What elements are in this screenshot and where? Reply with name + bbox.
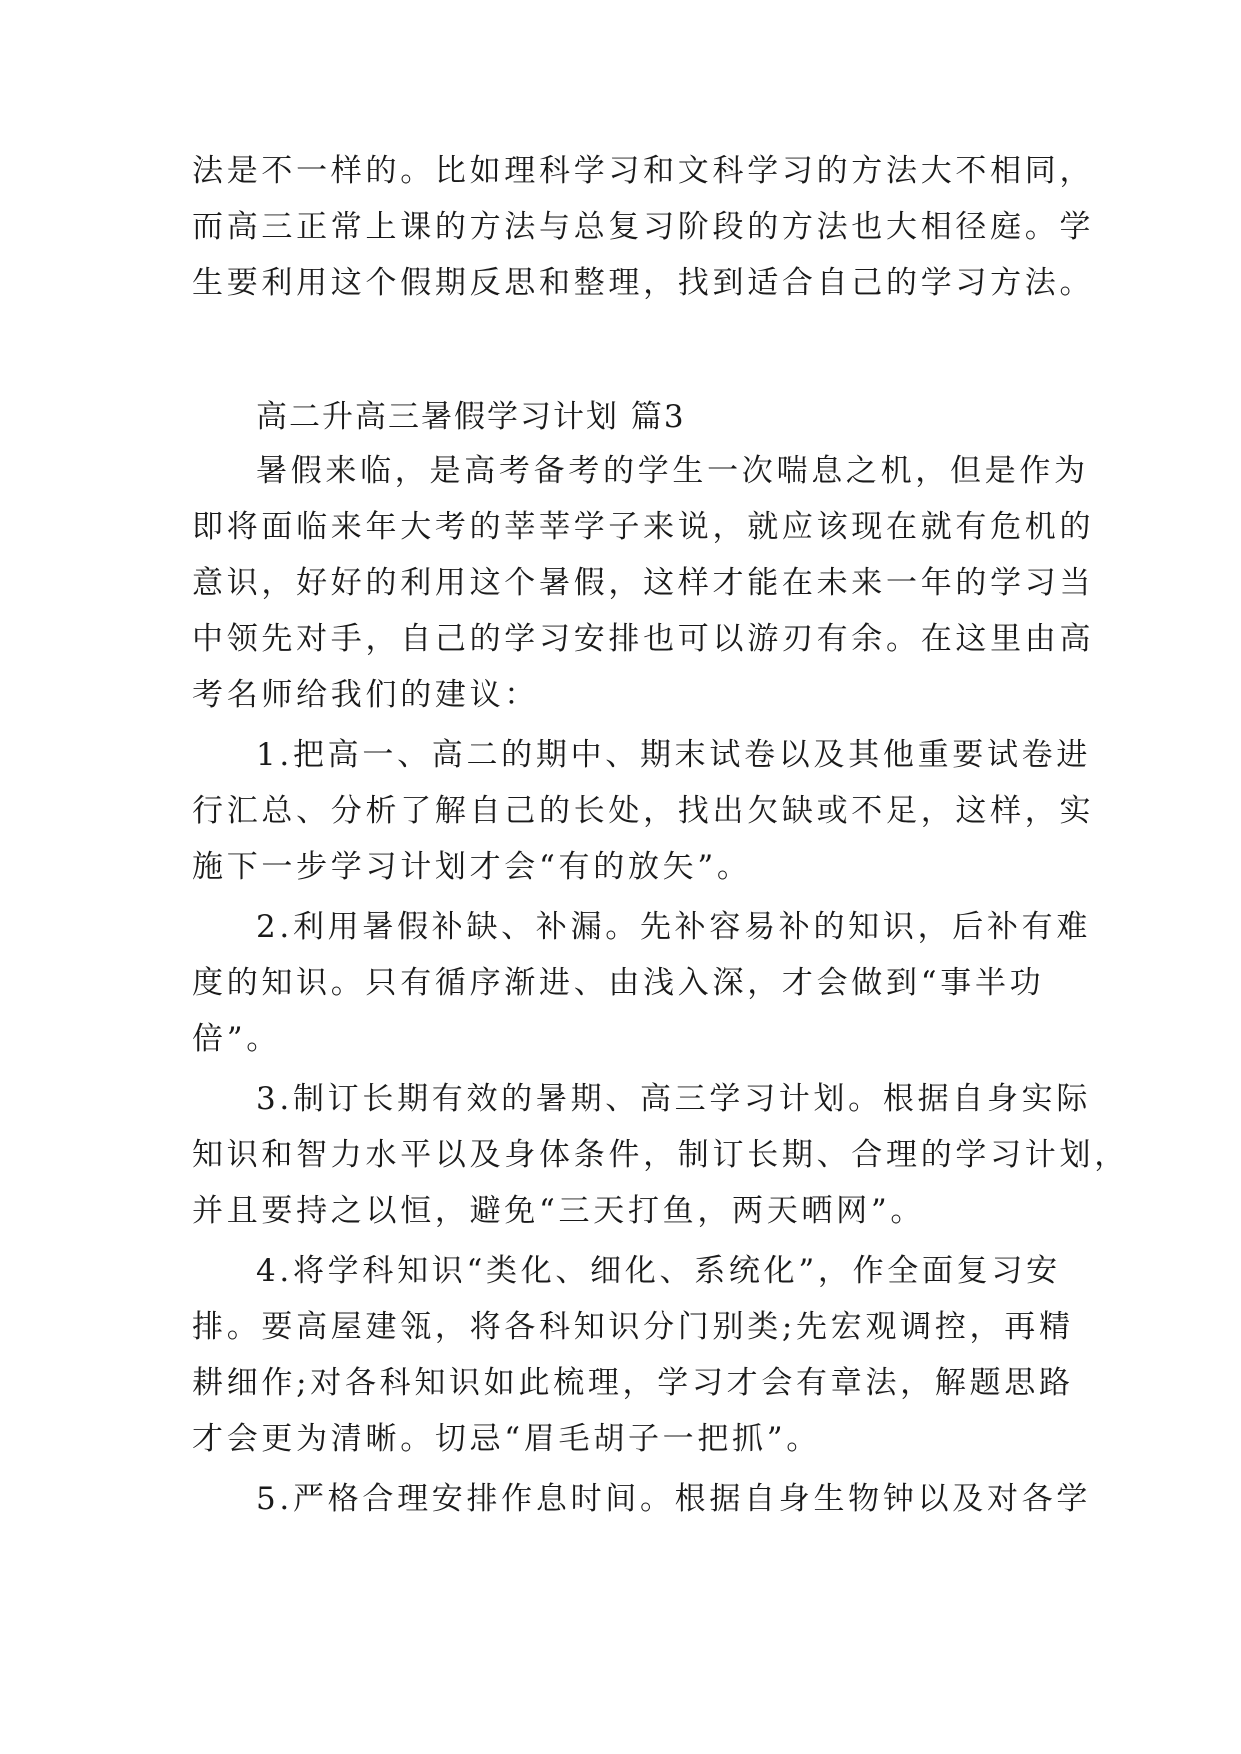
list-item-5-line: 5.严格合理安排作息时间。根据自身生物钟以及对各学 [256, 1481, 1092, 1517]
list-item-4-line: 才会更为清晰。切忌“眉毛胡子一把抓”。 [192, 1421, 821, 1457]
paragraph-line: 而高三正常上课的方法与总复习阶段的方法也大相径庭。学 [192, 209, 1095, 245]
paragraph-line: 生要利用这个假期反思和整理，找到适合自己的学习方法。 [192, 265, 1095, 301]
paragraph-line: 考名师给我们的建议： [192, 677, 539, 713]
section-heading: 高二升高三暑假学习计划 篇3 [256, 399, 686, 435]
paragraph-line: 意识，好好的利用这个暑假，这样才能在未来一年的学习当 [192, 565, 1095, 601]
list-item-2-line: 2.利用暑假补缺、补漏。先补容易补的知识，后补有难 [256, 909, 1092, 945]
paragraph-line: 暑假来临，是高考备考的学生一次喘息之机，但是作为 [256, 453, 1089, 489]
list-item-4-line: 4.将学科知识“类化、细化、系统化”，作全面复习安 [256, 1253, 1061, 1289]
list-item-3-line: 并且要持之以恒，避免“三天打鱼，两天晒网”。 [192, 1193, 926, 1229]
list-item-2-line: 度的知识。只有循序渐进、由浅入深，才会做到“事半功 [192, 965, 1045, 1001]
paragraph-line: 即将面临来年大考的莘莘学子来说，就应该现在就有危机的 [192, 509, 1095, 545]
list-item-3-line: 知识和智力水平以及身体条件，制订长期、合理的学习计划， [192, 1137, 1129, 1173]
list-item-1-line: 施下一步学习计划才会“有的放矢”。 [192, 849, 752, 885]
list-item-1-line: 1.把高一、高二的期中、期末试卷以及其他重要试卷进 [256, 737, 1092, 773]
list-item-1-line: 行汇总、分析了解自己的长处，找出欠缺或不足，这样，实 [192, 793, 1095, 829]
paragraph-line: 法是不一样的。比如理科学习和文科学习的方法大不相同， [192, 153, 1095, 189]
list-item-4-line: 排。要高屋建瓴，将各科知识分门别类;先宏观调控，再精 [192, 1309, 1074, 1345]
list-item-2-line: 倍”。 [192, 1021, 281, 1057]
list-item-3-line: 3.制订长期有效的暑期、高三学习计划。根据自身实际 [256, 1081, 1092, 1117]
paragraph-line: 中领先对手，自己的学习安排也可以游刃有余。在这里由高 [192, 621, 1095, 657]
list-item-4-line: 耕细作;对各科知识如此梳理，学习才会有章法，解题思路 [192, 1365, 1074, 1401]
